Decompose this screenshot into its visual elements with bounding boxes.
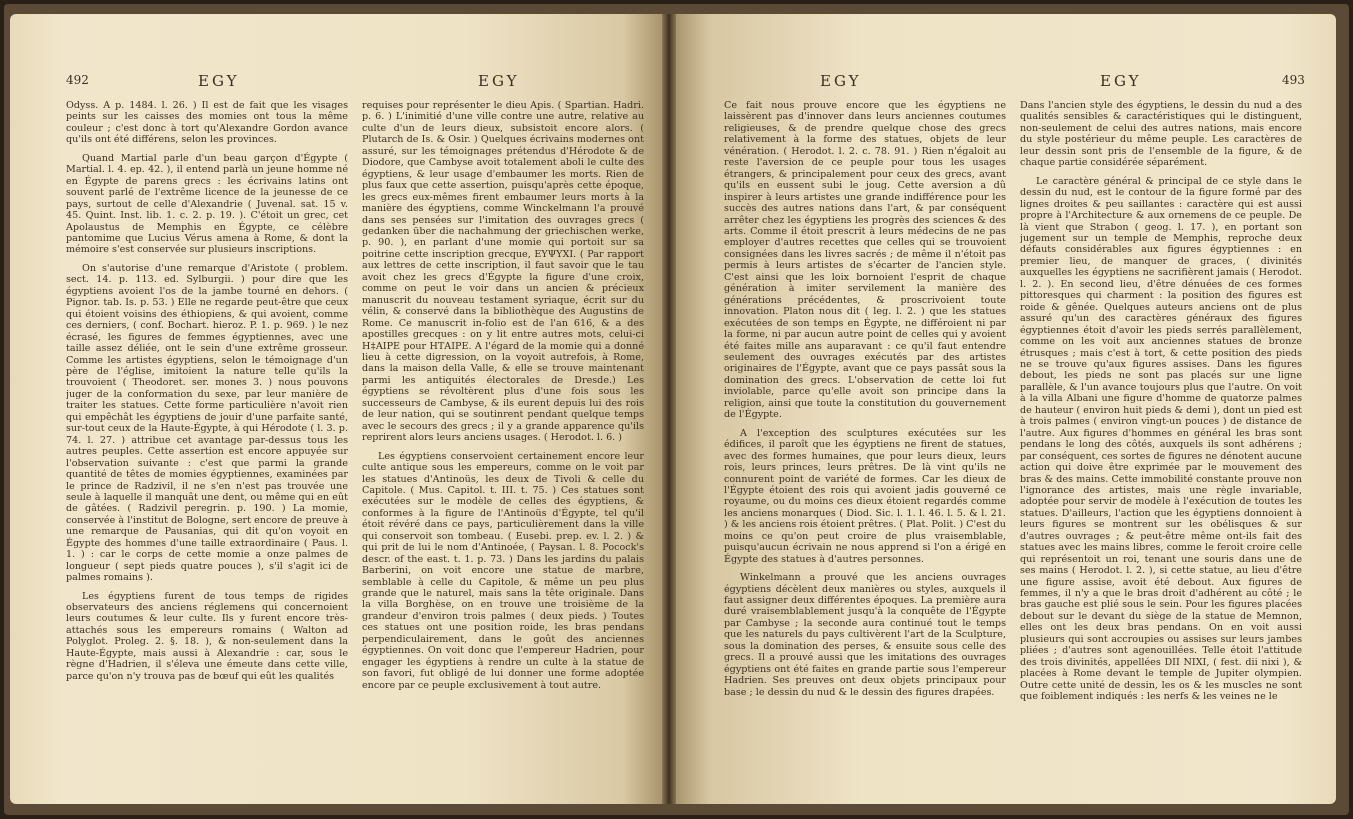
right-page-number: 493 [1282, 73, 1305, 87]
column-4 [1020, 100, 1302, 790]
left-page-number: 492 [66, 73, 89, 87]
paragraph: A l'exception des sculptures exécutées sur les édifices, il paroît que les égyptiens ne firent de statues, avec des formes humaines, que pour leurs dieux, leurs rois, leurs princes, leurs prêtres. De là vint qu'ils ne connurent point de variété de formes. Car les dieux de l'Égypte étoient des rois qui avoient jadis gouverné ce royaume, ou du moins ces dieux étoient regardés comme les anciens monarques ( Diod. Sic. l. 1. l. 46. l. 5. & l. 21. ) & les anciens rois étoient prêtres. ( Plat. Polit. ) C'est du moins ce qu'on peut croire de plus vraisemblable, puisqu'aucun écrivain ne nous apprend si l'on a érigé en Égypte des statues à d'autres personnes. [724, 427, 1006, 565]
paragraph: requises pour représenter le dieu Apis. ( Spartian. Hadri. p. 6. ) L'inimitié d'une ville contre une autre, relative au culte d'un de leurs dieux, subsistoit encore alors. ( Plutarch de Is. & Osir. ) Quelques écrivains modernes ont assuré, sur les témoignages prétendus d'Hérodote & de Diodore, que Cambyse avoit totalement aboli le culte des égyptiens, & leur usage d'embaumer les morts. Rien de plus faux que cette assertion, puisqu'après cette époque, les grecs eux-mêmes firent embaumer leurs morts à la manière des égyptiens, comme Winckelmann l'a prouvé dans ses pensées sur l'imitation des ouvrages grecs ( gedanken über die nachahmung der griechischen werke, p. 90. ), en parlant d'une momie qui portoit sur sa poitrine cette inscription grecque, ΕΥΨΥΧΙ. ( Par rapport aux lettres de cette inscription, il faut savoir que le tau avoit chez les grecs d'Égypte la figure d'une croix, comme on peut le voir dans un ancien & précieux manuscrit du nouveau testament syriaque, écrit sur du vélin, & conservé dans la bibliothèque des Augustins de Rome. Ce manuscrit in-folio est de l'an 616, & a des apostilles grecques : on y lit entre autres mots, celui-ci Η‡ΑΙΡΕ pour ΗΤΑΙΡΕ. A l'égard de la momie qui a donné lieu à cette digression, on la voyoit autrefois, à Rome, dans la maison della Valle, & elle se trouve maintenant parmi les antiquités électorales de Dresde.) Les égyptiens se révoltèrent plus d'une fois sous les successeurs de Cambyse, & ils eurent depuis lui des rois de leur nation, qui se soutinrent pendant quelque temps avec le secours des grecs ; il y a grande apparence qu'ils reprirent alors leurs anciens usages. ( Herodot. l. 6. ) [362, 100, 644, 444]
right-running-head-left: EGY [820, 72, 862, 90]
right-page [676, 14, 1336, 804]
paragraph: Dans l'ancien style des égyptiens, le dessin du nud a des qualités sensibles & caractéristiques qui le distinguent, non-seulement de celui des autres nations, mais encore du style postérieur du même peuple. Les caractères de leur dessin sont pris de l'ensemble de la figure, & de chaque partie considérée séparément. [1020, 100, 1302, 169]
column-2 [362, 100, 644, 790]
left-page [10, 14, 662, 804]
paragraph: Winkelmann a prouvé que les anciens ouvrages égyptiens décèlent deux manières ou styles, auxquels il faut assigner deux différentes époques. La première aura duré vraisemblablement jusqu'à la conquête de l'Égypte par Cambyse ; la seconde aura continué tout le temps que les naturels du pays cultivèrent l'art de la Sculpture, sous la domination des perses, & ensuite sous celle des grecs. Il a prouvé aussi que les imitations des ouvrages égyptiens ont été faites en grande partie sous l'empereur Hadrien. Ses preuves ont deux objets principaux pour base ; le dessin du nud & le dessin des figures drapées. [724, 572, 1006, 698]
paragraph: On s'autorise d'une remarque d'Aristote ( problem. sect. 14. p. 113. ed. Sylburgii. ) pour dire que les égyptiens avoient l'os de la jambe tourné en dehors. ( Pignor. tab. Is. p. 53. ) Elle ne regarde peut-être que ceux qui étoient voisins des éthiopiens, & qui avoient, comme ces derniers, ( conf. Bochart. hieroz. P. 1. p. 969. ) le nez écrasé, les figures de femmes égyptiennes, avec une taille assez déliée, ont le sein d'une extrême grosseur. Comme les artistes égyptiens, selon le témoignage d'un père de l'église, imitoient la nature telle qu'ils la trouvoient ( Theodoret. ser. mones 3. ) nous pouvons juger de la conformation du sexe, par leur manière de traiter les statues. Cette forme particulière n'avoit rien qui empêchât les égyptiens de jouir d'une parfaite santé, sur-tout ceux de la Haute-Égypte, à qui Hérodote ( l. 3. p. 74. l. 27. ) attribue cet avantage par-dessus tous les autres peuples. Cette assertion est encore appuyée sur l'observation suivante : c'est que parmi la grande quantité de têtes de momies égyptiennes, examinées par le prince de Radzivil, il ne s'en n'est pas trouvée une seule à laquelle il manquât une dent, ou même qui en eût de gâtées. ( Radzivil peregrin. p. 190. ) La momie, conservée à l'institut de Bologne, sert encore de preuve à une remarque de Pausanias, qui dit qu'on voyoit en Égypte des hommes d'une taille extraordinaire ( Paus. l. 1. ) : car le corps de cette momie a onze palmes de longueur ( sept pieds quatre pouces ), s'il s'agit ici de palmes romains ). [66, 262, 348, 584]
right-running-head-right: EGY [1100, 72, 1142, 90]
left-running-head-right: EGY [478, 72, 520, 90]
book-gutter [662, 14, 676, 804]
column-1 [66, 100, 348, 790]
paragraph: Quand Martial parle d'un beau garçon d'Égypte ( Martial. l. 4. ep. 42. ), il entend parlà un jeune homme né en Égypte de parens grecs : les écrivains latins ont souvent parlé de l'extrême licence de la jeunesse de ce pays, surtout de celle d'Alexandrie ( Juvenal. sat. 15 v. 45. Quint. Inst. lib. 1. c. 2. p. 19. ). C'étoit un grec, cet Apolaustus de Memphis en Égypte, ce célèbre pantomime que Lucius Vérus amena à Rome, & dont la mémoire s'est conservée sur plusieurs inscriptions. [66, 152, 348, 256]
paragraph: Les égyptiens furent de tous temps de rigides observateurs des anciens réglemens qui concernoient leurs coutumes & leur culte. Ils y furent encore très-attachés sous les empereurs romains ( Walton ad Polyglot. Proleg. 2. §. 18. ), & non-seulement dans la Haute-Égypte, mais aussi à Alexandrie : car, sous le règne d'Hadrien, il s'éleva une émeute dans cette ville, parce qu'on n'y trouva pas de bœuf qui eût les qualités [66, 590, 348, 682]
column-3 [724, 100, 1006, 790]
left-running-head-left: EGY [198, 72, 240, 90]
paragraph: Les égyptiens conservoient certainement encore leur culte antique sous les empereurs, comme on le voit par les statues d'Antinoüs, les deux de Tivoli & celle du Capitole. ( Mus. Capitol. t. III. t. 75. ) Ces statues sont exécutées sur le modèle de celles des égyptiens, & conformes à la figure de l'Antinoüs d'Égypte, tel qu'il étoit révéré dans ce pays, particulièrement dans la ville qui conservoit son tombeau. ( Eusebi. prep. ev. l. 2. ) & qui prit de lui le nom d'Antinoée, ( Paysan. l. 8. Pocock's descr. of the east. t. 1. p. 73. ) Dans les jardins du palais Barberini, on voit encore une statue de marbre, semblable à celle du Capitole, & même un peu plus grande que le naturel, mais sans la tête originale. Dans la villa Borghèse, on en trouve une troisième de la grandeur d'environ trois palmes ( deux pieds. ) Toutes ces statues ont une position roide, les bras pendans perpendiculairement, dans le goût des anciennes égyptiennes. On voit donc que l'empereur Hadrien, pour engager les égyptiens à rendre un culte à la statue de son favori, fut obligé de lui donner une forme adoptée encore par ce peuple exclusivement à tout autre. [362, 450, 644, 691]
paragraph: Ce fait nous prouve encore que les égyptiens ne laissèrent pas d'innover dans leurs anciennes coutumes religieuses, & de prendre quelque chose des grecs relativement à la forme des statues, objets de leur vénération. ( Herodot. l. 2. c. 78. 91. ) Rien n'égaloit au reste l'aversion de ce peuple pour tous les usages étrangers, & principalement pour ceux des grecs, avant qu'ils en eussent subi le joug. Cette aversion a dû inspirer à leurs artistes une grande indifférence pour les succès des autres nations dans l'art, & par conséquent arrêter chez les égyptiens les progrès des sciences & des arts. Comme il étoit prescrit à leurs médecins de ne pas employer d'autres recettes que celles qui se trouvoient consignées dans les livres sacrés ; de même il n'étoit pas permis à leurs artistes de s'écarter de l'ancien style. C'est ainsi que les loix bornoient l'esprit de chaque génération à imiter servilement la manière des générations précédentes, & proscrivoient toute innovation. Platon nous dit ( leg. l. 2. ) que les statues exécutées de son temps en Égypte, ne différoient ni par la forme, ni par aucun autre point de celles qui y avoient été faites mille ans auparavant : ce qu'il faut entendre seulement des ouvrages exécutés par des artistes originaires de l'Égypte, avant que ce pays passât sous la domination des grecs. L'observation de cette loi fut inviolable, parce qu'elle avoit son principe dans la religion, ainsi que toute la constitution du gouvernement de l'Égypte. [724, 100, 1006, 421]
paragraph: Le caractère général & principal de ce style dans le dessin du nud, est le contour de la figure formé par des lignes droites & peu saillantes : caractère qui est aussi propre à l'Architecture & aux ornemens de ce peuple. De là vient que Strabon ( geog. l. 17. ), en portant son jugement sur un temple de Memphis, reproche deux défauts considérables aux figures égyptiennes : en premier lieu, de manquer de graces, ( divinités auxquelles les égyptiens ne sacrifièrent jamais ( Herodot. l. 2. ). En second lieu, d'être dénuées de ces formes pittoresques qui charment : la position des figures est roide & gênée. Quelques auteurs anciens ont de plus assuré qu'un des caractères généraux des figures égyptiennes étoit d'avoir les pieds serrés parallèlement, comme on les voit aux anciennes statues de bronze étrusques ; mais c'est à tort, & cette position des pieds ne se trouve qu'aux figures assises. Dans les figures debout, les pieds ne sont pas placés sur une ligne parallèle, & l'un avance toujours plus que l'autre. On voit à la villa Albani une figure d'homme de quatorze palmes de hauteur ( environ huit pieds & demi ), dont un pied est à trois palmes ( environ vingt-un pouces ) de distance de l'autre. Aux figures d'hommes en général les bras sont pendans le long des côtés, auxquels ils sont adhérens ; par conséquent, ces sortes de figures ne dénotent aucune action qui doive être exprimée par le mouvement des bras & des mains. Cette immobilité constante prouve non l'ignorance des artistes, mais une règle invariable, adoptée pour servir de modèle à l'exécution de toutes les statues. D'ailleurs, l'action que les égyptiens donnoient à leurs figures se montrent sur les obélisques & sur d'autres ouvrages ; & peut-être même ont-ils fait des statues avec les mains libres, comme le feroit croire celle qui représentoit un roi, tenant une souris dans une de ses mains ( Herodot. l. 2. ), si cette statue, au lieu d'être une figure assise, avoit été debout. Aux figures de femmes, il n'y a que le bras droit d'adhérent au côté ; le bras gauche est plié sous le sein. Pour les figures placées debout sur le devant du siège de la statue de Memnon, elles ont les deux bras pendans. On en voit aussi plusieurs qui sont accroupies ou assises sur leurs jambes pliées ; d'autres sont agenouillées. Telle étoit l'attitude des trois divinités, appellées DII NIXI, ( fest. dii nixi ), & placées à Rome devant le temple de Jupiter olympien. Outre cette unité de dessin, les os & les muscles ne sont que foiblement indiqués : les nerfs & les veines ne le [1020, 175, 1302, 703]
paragraph: Odyss. A p. 1484. l. 26. ) Il est de fait que les visages peints sur les caisses des momies ont tous la même couleur ; c'est donc à tort qu'Alexandre Gordon avance qu'ils ont été différens, selon les provinces. [66, 100, 348, 146]
